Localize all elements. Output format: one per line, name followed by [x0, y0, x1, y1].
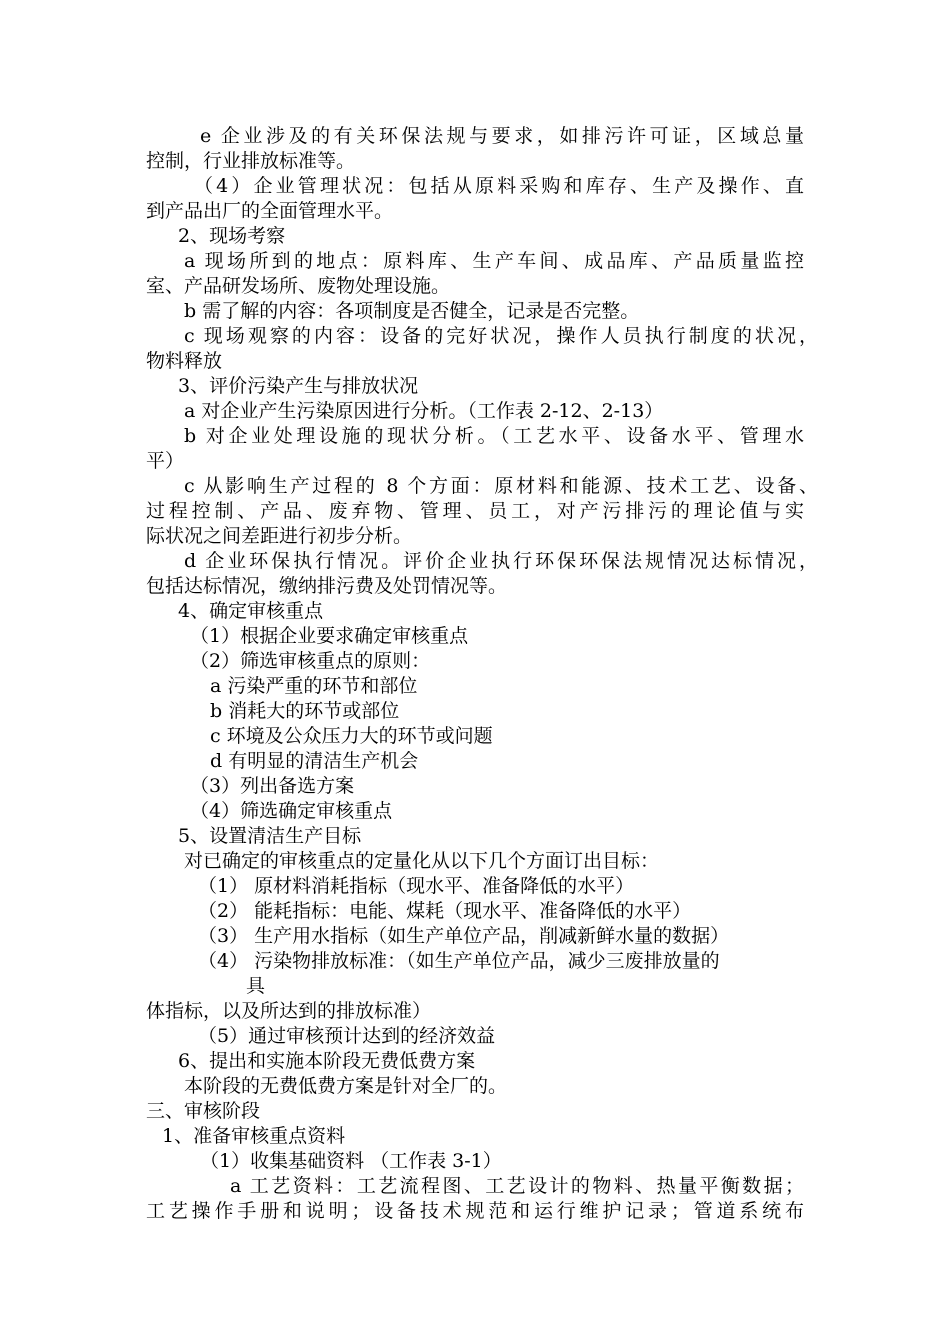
- text-line: e 企业涉及的有关环保法规与要求，如排污许可证，区域总量: [200, 125, 804, 147]
- section-heading: 6、提出和实施本阶段无费低费方案: [178, 1050, 476, 1072]
- text-line: （5）通过审核预计达到的经济效益: [198, 1025, 496, 1047]
- text-line: 对已确定的审核重点的定量化从以下几个方面订出目标：: [184, 850, 660, 872]
- text-line: c 现场观察的内容：设备的完好状况，操作人员执行制度的状况，: [184, 325, 818, 347]
- text-line: 到产品出厂的全面管理水平。: [146, 200, 394, 222]
- text-line: （1）收集基础资料 （工作表 3-1）: [200, 1150, 502, 1172]
- text-line: （1）根据企业要求确定审核重点: [190, 625, 469, 647]
- text-line: 本阶段的无费低费方案是针对全厂的。: [184, 1075, 508, 1097]
- text-line: 包括达标情况，缴纳排污费及处罚情况等。: [146, 575, 508, 597]
- text-line: （4）企业管理状况：包括从原料采购和库存、生产及操作、直: [194, 175, 804, 197]
- text-line: 物料释放: [146, 350, 223, 372]
- list-item: （1） 原材料消耗指标（现水平、准备降低的水平）: [198, 875, 635, 897]
- section-heading: 4、确定审核重点: [178, 600, 324, 622]
- section-heading: 5、设置清洁生产目标: [178, 825, 362, 847]
- text-line: 平）: [146, 450, 185, 472]
- text-line: （3）列出备选方案: [190, 775, 355, 797]
- text-line: 体指标，以及所达到的排放标准）: [146, 1000, 432, 1022]
- list-item: a 污染严重的环节和部位: [210, 675, 418, 697]
- list-item: b 消耗大的环节或部位: [210, 700, 400, 722]
- text-line: a 现场所到的地点：原料库、生产车间、成品库、产品质量监控: [184, 250, 804, 272]
- text-line: 控制，行业排放标准等。: [146, 150, 356, 172]
- text-line: d 企业环保执行情况。评价企业执行环保环保法规情况达标情况，: [184, 550, 818, 572]
- text-line: a 工艺资料：工艺流程图、工艺设计的物料、热量平衡数据；: [230, 1175, 804, 1197]
- section-heading: 2、现场考察: [178, 225, 286, 247]
- list-item: （3） 生产用水指标（如生产单位产品，削减新鲜水量的数据）: [198, 925, 730, 947]
- text-line: （2）筛选审核重点的原则：: [190, 650, 431, 672]
- text-line: 过程控制、产品、废弃物、管理、员工，对产污排污的理论值与实: [146, 500, 804, 522]
- list-item: （2） 能耗指标：电能、煤耗（现水平、准备降低的水平）: [198, 900, 692, 922]
- text-line: c 从影响生产过程的 8 个方面：原材料和能源、技术工艺、设备、: [184, 475, 818, 497]
- text-line: 具: [246, 975, 266, 997]
- text-line: 室、产品研发场所、废物处理设施。: [146, 275, 451, 297]
- text-line: 工艺操作手册和说明；设备技术规范和运行维护记录；管道系统布: [146, 1200, 804, 1222]
- chapter-heading: 三、审核阶段: [146, 1100, 261, 1122]
- section-heading: 3、评价污染产生与排放状况: [178, 375, 419, 397]
- text-line: b 对企业处理设施的现状分析。（工艺水平、设备水平、管理水: [184, 425, 804, 447]
- list-item: d 有明显的清洁生产机会: [210, 750, 419, 772]
- list-item: （4） 污染物排放标准：（如生产单位产品，减少三废排放量的: [198, 950, 720, 972]
- text-line: b 需了解的内容：各项制度是否健全，记录是否完整。: [184, 300, 640, 322]
- text-line: a 对企业产生污染原因进行分析。（工作表 2-12、2-13）: [184, 400, 664, 422]
- text-line: （4）筛选确定审核重点: [190, 800, 393, 822]
- text-line: 际状况之间差距进行初步分析。: [146, 525, 413, 547]
- list-item: c 环境及公众压力大的环节或问题: [210, 725, 493, 747]
- section-heading: 1、准备审核重点资料: [162, 1125, 346, 1147]
